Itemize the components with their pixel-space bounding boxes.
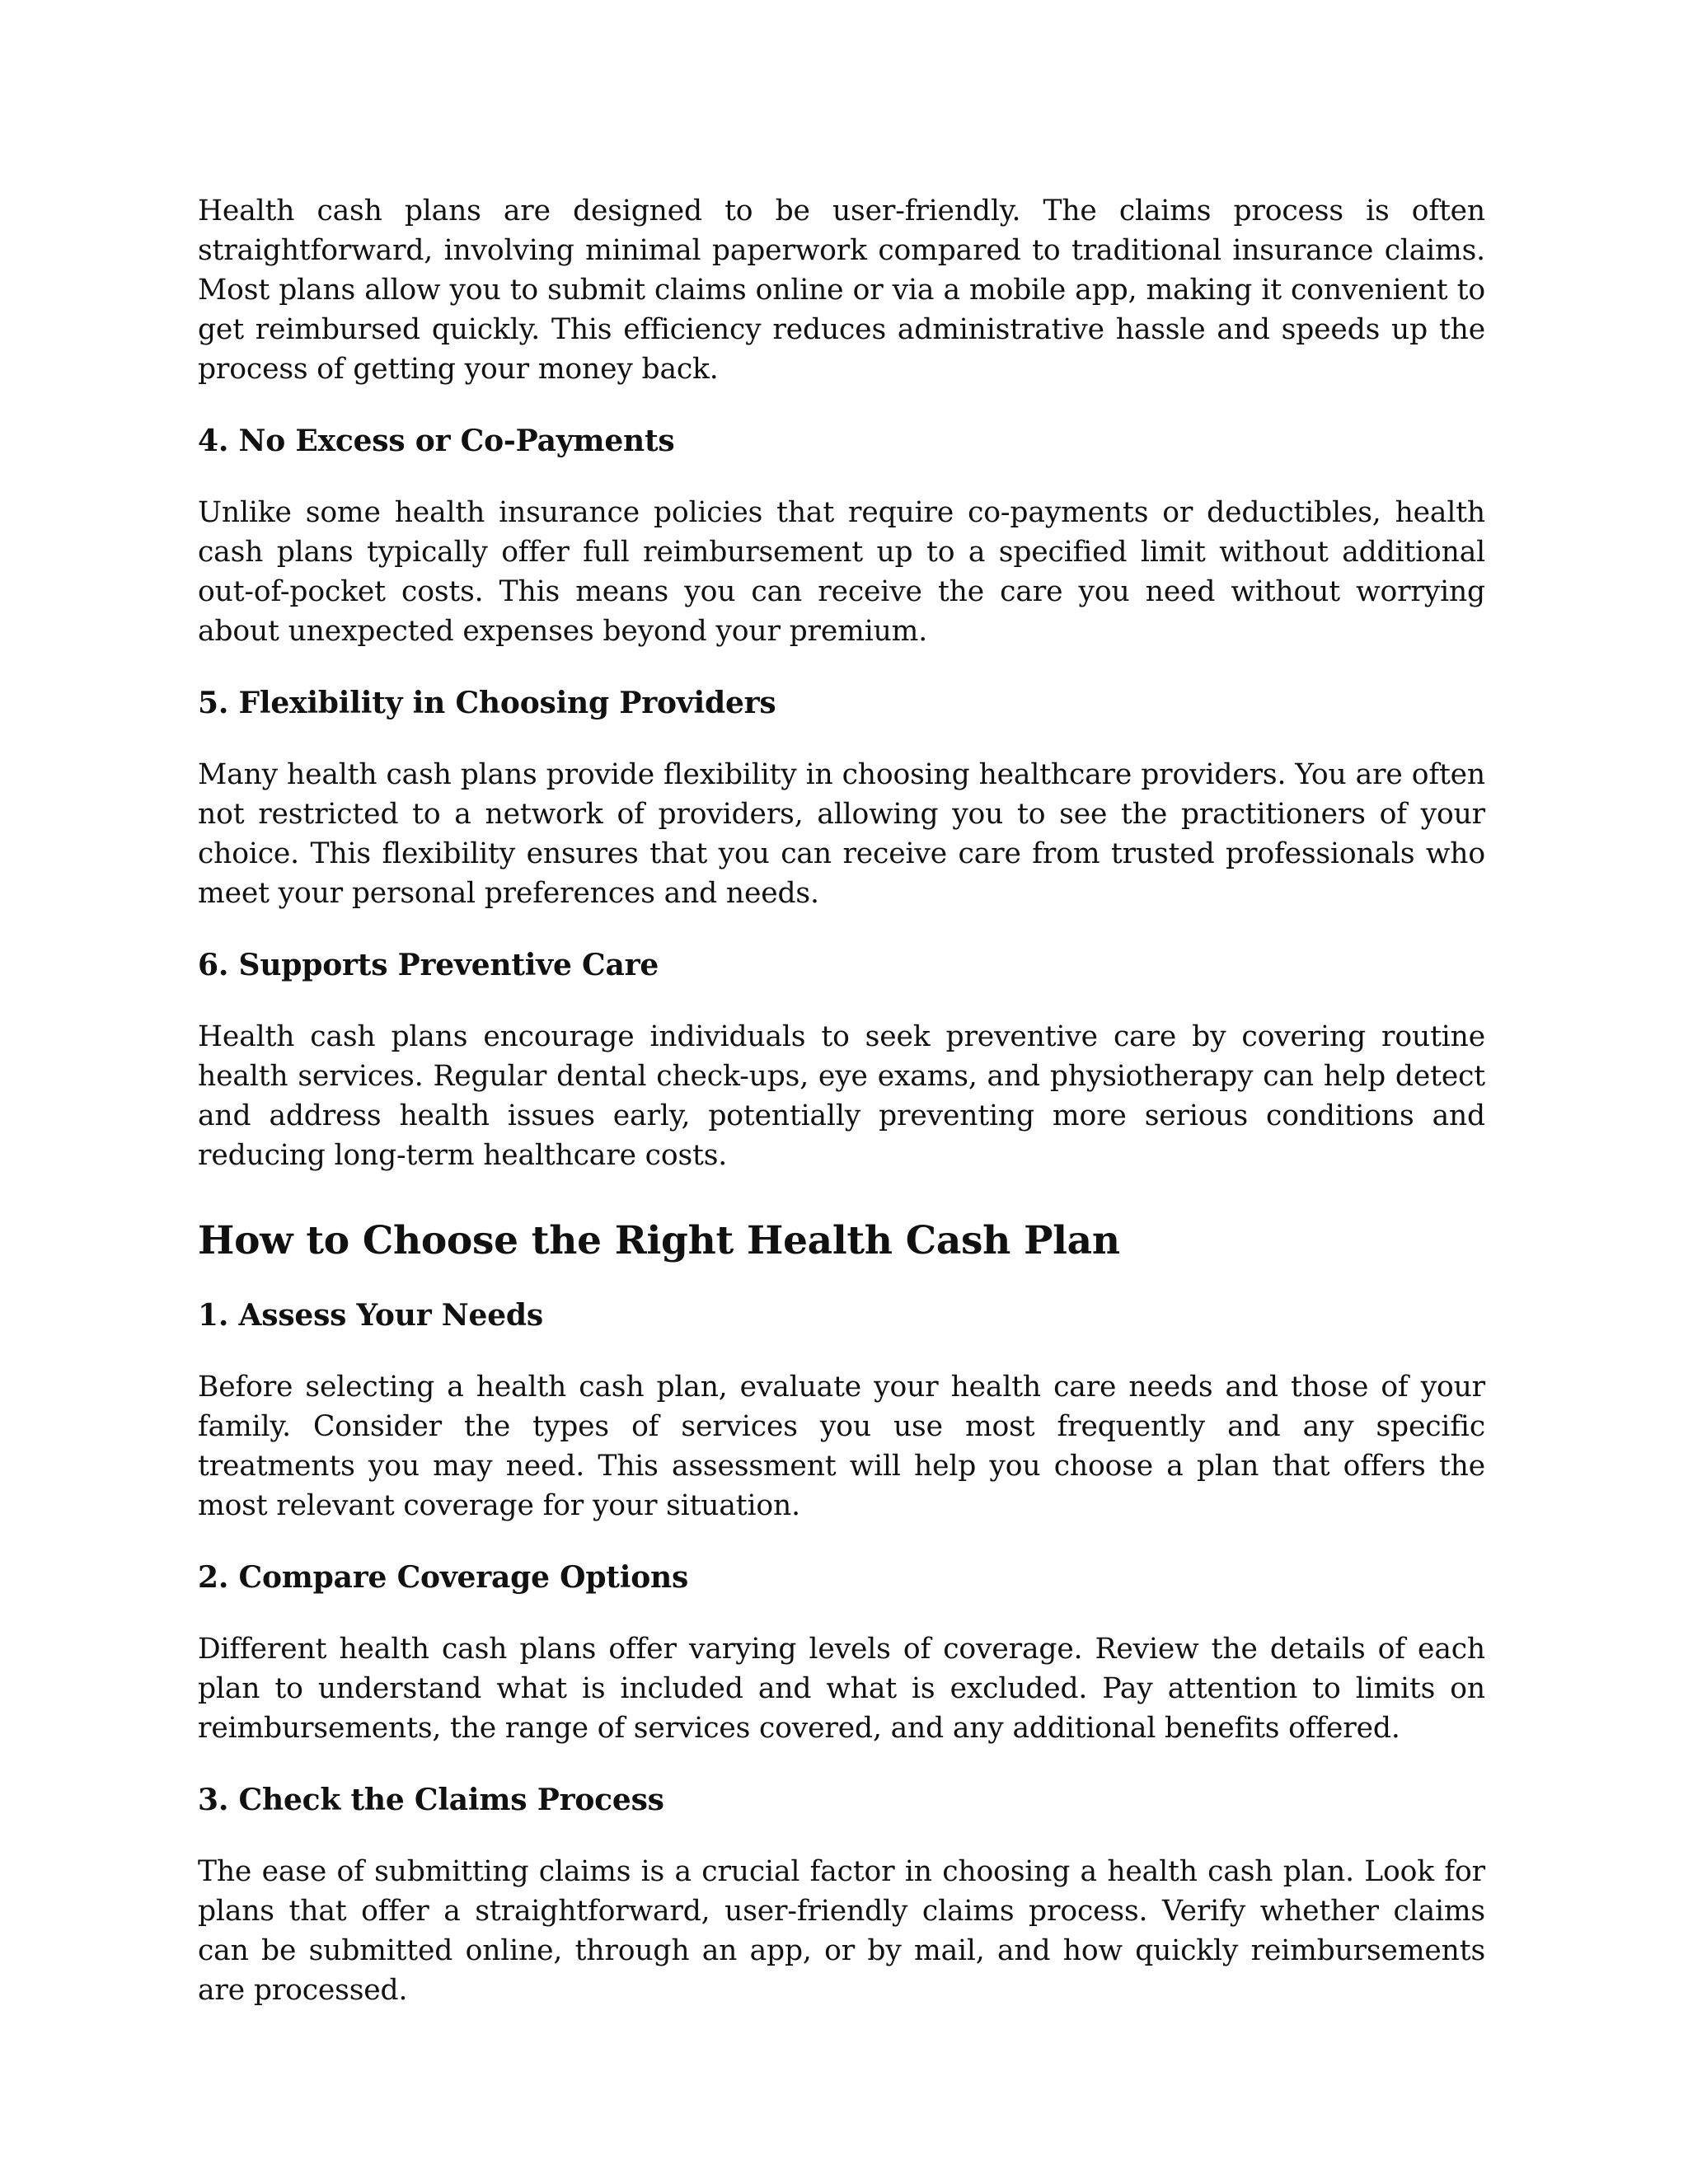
section-title-choose-plan: How to Choose the Right Health Cash Plan <box>198 1218 1120 1263</box>
benefit-heading-no-excess: 4. No Excess or Co-Payments <box>198 424 675 458</box>
intro-paragraph: Health cash plans are designed to be user-friendly. The claims process is often straightforward, involving minimal paperwork compared to traditional insurance claims. Most plans allow you to submit claims online or via a mobile app, making it convenient to get reimbursed quickly. This efficiency reduces administrative hassle and speeds up the process of getting your money back. <box>198 194 1485 386</box>
document-page <box>198 191 1485 2010</box>
benefit-body-no-excess: Unlike some health insurance policies that require co-payments or deductibles, health cash plans typically offer full reimbursement up to a specified limit without additional out-of-pocket costs. This means you can receive the care you need without worrying about unexpected expenses beyond your premium. <box>198 496 1485 648</box>
benefit-body-flexibility: Many health cash plans provide flexibility in choosing healthcare providers. You are often not restricted to a network of providers, allowing you to see the practitioners of your choice. This flexibility ensures that you can receive care from trusted professionals who meet your personal preferences and needs. <box>198 758 1485 910</box>
step-heading-compare-coverage: 2. Compare Coverage Options <box>198 1560 689 1595</box>
step-heading-claims-process: 3. Check the Claims Process <box>198 1783 664 1817</box>
benefit-heading-preventive-care: 6. Supports Preventive Care <box>198 948 659 982</box>
benefit-heading-flexibility: 5. Flexibility in Choosing Providers <box>198 686 776 720</box>
step-body-claims-process: The ease of submitting claims is a crucial factor in choosing a health cash plan. Look for plans that offer a straightforward, user-friendly claims process. Verify whether claims can be submitted online, through an app, or by mail, and how quickly reimbursements are processed. <box>198 1855 1485 2007</box>
step-body-assess-needs: Before selecting a health cash plan, evaluate your health care needs and those of your family. Consider the types of services you use most frequently and any specific treatments you may need. This assessment will help you choose a plan that offers the most relevant coverage for your situation. <box>198 1371 1485 1522</box>
benefit-body-preventive-care: Health cash plans encourage individuals to seek preventive care by covering routine health services. Regular dental check-ups, eye exams, and physiotherapy can help detect and address health issues early, potentially preventing more serious conditions and reducing long-term healthcare costs. <box>198 1020 1485 1172</box>
step-heading-assess-needs: 1. Assess Your Needs <box>198 1298 543 1333</box>
step-body-compare-coverage: Different health cash plans offer varying levels of coverage. Review the details of each plan to understand what is included and what is excluded. Pay attention to limits on reimbursements, the range of services covered, and any additional benefits offered. <box>198 1633 1485 1745</box>
